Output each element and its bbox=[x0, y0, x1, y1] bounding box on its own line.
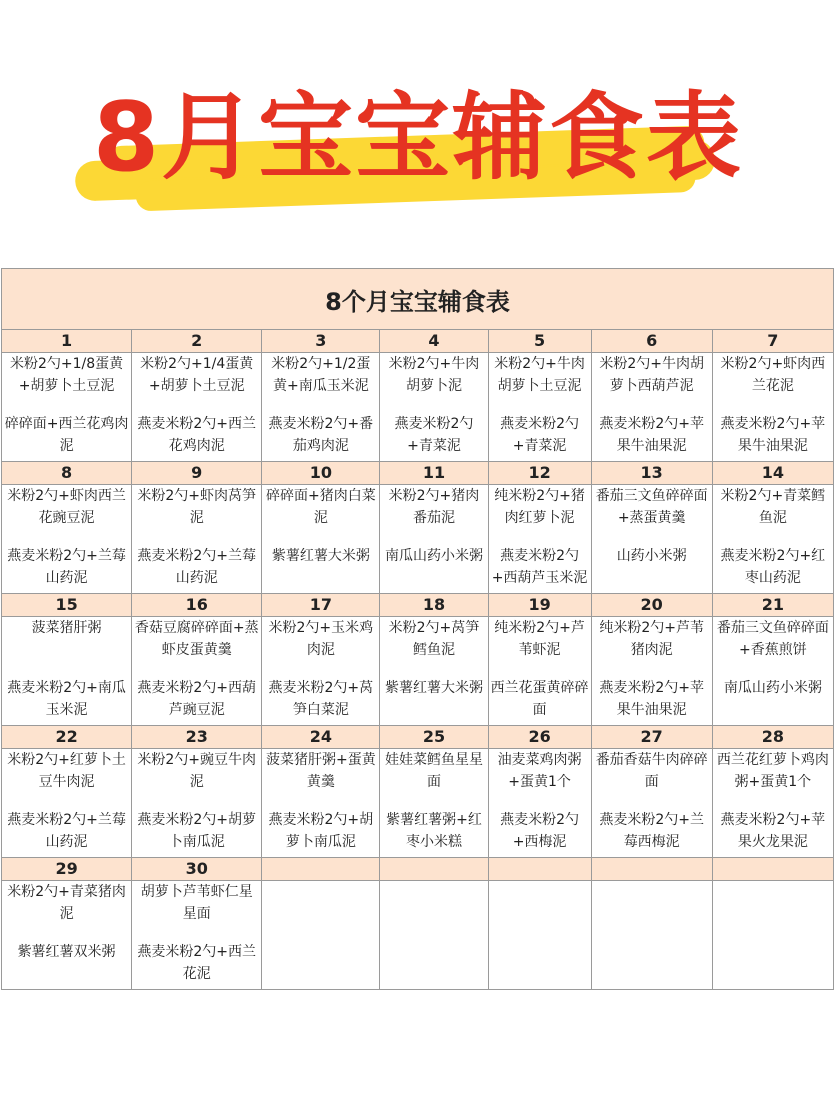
meal-first: 番茄三文鱼碎碎面+蒸蛋黄羹 bbox=[595, 488, 708, 526]
meal-first: 纯米粉2勺+猪肉红萝卜泥 bbox=[494, 488, 585, 526]
meal-first: 番茄香菇牛肉碎碎面 bbox=[595, 752, 708, 790]
day-cell bbox=[712, 353, 833, 462]
page-title: 8月宝宝辅食表 bbox=[92, 83, 744, 193]
day-number: 4 bbox=[380, 330, 488, 353]
meal-first: 娃娃菜鳕鱼星星面 bbox=[384, 752, 483, 790]
day-cell bbox=[132, 617, 262, 726]
day-number: 27 bbox=[591, 726, 712, 749]
day-cell bbox=[488, 617, 591, 726]
day-cell bbox=[712, 485, 833, 594]
day-number: 2 bbox=[132, 330, 262, 353]
meal-second: 紫薯红薯大米粥 bbox=[271, 548, 370, 564]
meal-first: 米粉2勺+牛肉胡萝卜土豆泥 bbox=[494, 356, 585, 394]
day-number-empty bbox=[591, 858, 712, 881]
day-cell bbox=[380, 353, 488, 462]
meal-second: 燕麦米粉2勺+苹果火龙果泥 bbox=[720, 812, 826, 850]
meal-first: 米粉2勺+1/4蛋黄+胡萝卜土豆泥 bbox=[140, 356, 254, 394]
day-cell bbox=[591, 485, 712, 594]
meal-second: 紫薯红薯双米粥 bbox=[17, 944, 116, 960]
day-cell bbox=[488, 353, 591, 462]
day-cell bbox=[2, 881, 132, 990]
calendar-title: 8个月宝宝辅食表 bbox=[2, 269, 834, 330]
meal-first: 米粉2勺+1/2蛋黄+南瓜玉米泥 bbox=[271, 356, 371, 394]
day-cell bbox=[132, 353, 262, 462]
day-cell bbox=[262, 353, 380, 462]
day-cell bbox=[712, 749, 833, 858]
meal-second: 燕麦米粉2勺+西兰花鸡肉泥 bbox=[137, 416, 257, 454]
meal-second: 燕麦米粉2勺+西梅泥 bbox=[500, 812, 580, 850]
meal-second: 燕麦米粉2勺+西葫芦豌豆泥 bbox=[137, 680, 257, 718]
day-number-empty bbox=[262, 858, 380, 881]
day-number: 1 bbox=[2, 330, 132, 353]
day-cell bbox=[132, 485, 262, 594]
meal-first: 菠菜猪肝粥 bbox=[31, 620, 102, 636]
meal-first: 米粉2勺+玉米鸡肉泥 bbox=[268, 620, 374, 658]
day-number: 6 bbox=[591, 330, 712, 353]
day-cell-empty bbox=[591, 881, 712, 990]
meal-first: 纯米粉2勺+芦苇虾泥 bbox=[494, 620, 585, 658]
meal-second: 南瓜山药小米粥 bbox=[384, 548, 483, 564]
day-number: 19 bbox=[488, 594, 591, 617]
day-cell bbox=[132, 749, 262, 858]
banner bbox=[0, 0, 836, 260]
day-cell bbox=[262, 749, 380, 858]
day-number: 13 bbox=[591, 462, 712, 485]
meal-second: 燕麦米粉2勺+南瓜玉米泥 bbox=[7, 680, 126, 718]
meal-first: 纯米粉2勺+芦苇猪肉泥 bbox=[599, 620, 704, 658]
day-cell bbox=[488, 749, 591, 858]
meal-second: 燕麦米粉2勺+兰莓山药泥 bbox=[7, 812, 126, 850]
day-number: 17 bbox=[262, 594, 380, 617]
day-cell bbox=[380, 749, 488, 858]
meal-first: 米粉2勺+青菜鳕鱼泥 bbox=[720, 488, 826, 526]
day-number: 12 bbox=[488, 462, 591, 485]
meal-first: 油麦菜鸡肉粥+蛋黄1个 bbox=[497, 752, 582, 790]
day-cell bbox=[591, 617, 712, 726]
day-cell bbox=[262, 617, 380, 726]
day-cell bbox=[712, 617, 833, 726]
meal-second: 紫薯红薯粥+红枣小米糕 bbox=[386, 812, 482, 850]
meal-second: 燕麦米粉2勺+西葫芦玉米泥 bbox=[491, 548, 588, 586]
meal-first: 米粉2勺+牛肉胡萝卜西葫芦泥 bbox=[599, 356, 704, 394]
day-number: 16 bbox=[132, 594, 262, 617]
day-number: 30 bbox=[132, 858, 262, 881]
day-cell bbox=[2, 353, 132, 462]
meal-second: 燕麦米粉2勺+兰莓山药泥 bbox=[7, 548, 126, 586]
meal-first: 米粉2勺+牛肉胡萝卜泥 bbox=[388, 356, 480, 394]
meal-second: 南瓜山药小米粥 bbox=[723, 680, 822, 696]
day-number: 24 bbox=[262, 726, 380, 749]
meal-first: 胡萝卜芦苇虾仁星星面 bbox=[140, 884, 253, 922]
meal-second: 燕麦米粉2勺+兰莓西梅泥 bbox=[599, 812, 704, 850]
day-cell-empty bbox=[488, 881, 591, 990]
day-cell bbox=[2, 617, 132, 726]
day-number: 10 bbox=[262, 462, 380, 485]
meal-second: 燕麦米粉2勺+番茄鸡肉泥 bbox=[268, 416, 374, 454]
day-cell bbox=[591, 749, 712, 858]
meal-first: 番茄三文鱼碎碎面+香蕉煎饼 bbox=[716, 620, 829, 658]
day-number: 15 bbox=[2, 594, 132, 617]
meal-second: 燕麦米粉2勺+胡萝卜南瓜泥 bbox=[137, 812, 257, 850]
meal-second: 燕麦米粉2勺+西兰花泥 bbox=[137, 944, 257, 982]
day-number: 23 bbox=[132, 726, 262, 749]
meal-second: 燕麦米粉2勺+青菜泥 bbox=[394, 416, 474, 454]
day-cell-empty bbox=[712, 881, 833, 990]
day-number: 21 bbox=[712, 594, 833, 617]
day-number: 11 bbox=[380, 462, 488, 485]
meal-first: 米粉2勺+1/8蛋黄+胡萝卜土豆泥 bbox=[9, 356, 124, 394]
day-number: 25 bbox=[380, 726, 488, 749]
day-number: 9 bbox=[132, 462, 262, 485]
day-number: 8 bbox=[2, 462, 132, 485]
meal-second: 燕麦米粉2勺+红枣山药泥 bbox=[720, 548, 826, 586]
day-number: 7 bbox=[712, 330, 833, 353]
meal-second: 紫薯红薯大米粥 bbox=[384, 680, 483, 696]
day-number: 22 bbox=[2, 726, 132, 749]
day-cell-empty bbox=[262, 881, 380, 990]
meal-second: 燕麦米粉2勺+青菜泥 bbox=[500, 416, 580, 454]
meal-first: 米粉2勺+虾肉莴笋泥 bbox=[137, 488, 257, 526]
meal-second: 燕麦米粉2勺+苹果牛油果泥 bbox=[720, 416, 826, 454]
meal-first: 米粉2勺+莴笋鳕鱼泥 bbox=[388, 620, 480, 658]
meal-second: 西兰花蛋黄碎碎面 bbox=[490, 680, 589, 718]
meal-first: 米粉2勺+虾肉西兰花泥 bbox=[720, 356, 826, 394]
meal-first: 米粉2勺+红萝卜土豆牛肉泥 bbox=[7, 752, 126, 790]
meal-second: 燕麦米粉2勺+胡萝卜南瓜泥 bbox=[268, 812, 374, 850]
meal-first: 香菇豆腐碎碎面+蒸虾皮蛋黄羹 bbox=[134, 620, 259, 658]
day-cell bbox=[488, 485, 591, 594]
day-cell bbox=[262, 485, 380, 594]
meal-second: 碎碎面+西兰花鸡肉泥 bbox=[4, 416, 129, 454]
day-number: 20 bbox=[591, 594, 712, 617]
meal-first: 米粉2勺+虾肉西兰花豌豆泥 bbox=[7, 488, 126, 526]
meal-second: 山药小米粥 bbox=[616, 548, 687, 564]
meal-first: 米粉2勺+青菜猪肉泥 bbox=[7, 884, 126, 922]
meal-first: 米粉2勺+豌豆牛肉泥 bbox=[137, 752, 257, 790]
day-number: 28 bbox=[712, 726, 833, 749]
day-cell bbox=[591, 353, 712, 462]
meal-first: 菠菜猪肝粥+蛋黄黄羹 bbox=[265, 752, 376, 790]
meal-calendar bbox=[1, 268, 834, 990]
meal-second: 燕麦米粉2勺+苹果牛油果泥 bbox=[599, 416, 704, 454]
day-number: 26 bbox=[488, 726, 591, 749]
day-number-empty bbox=[380, 858, 488, 881]
day-cell bbox=[2, 485, 132, 594]
day-cell bbox=[2, 749, 132, 858]
meal-first: 米粉2勺+猪肉番茄泥 bbox=[388, 488, 480, 526]
meal-second: 燕麦米粉2勺+苹果牛油果泥 bbox=[599, 680, 704, 718]
day-number: 18 bbox=[380, 594, 488, 617]
day-cell bbox=[380, 617, 488, 726]
day-cell-empty bbox=[380, 881, 488, 990]
day-number: 3 bbox=[262, 330, 380, 353]
meal-second: 燕麦米粉2勺+莴笋白菜泥 bbox=[268, 680, 374, 718]
day-number: 5 bbox=[488, 330, 591, 353]
day-number: 29 bbox=[2, 858, 132, 881]
meal-second: 燕麦米粉2勺+兰莓山药泥 bbox=[137, 548, 257, 586]
day-number-empty bbox=[712, 858, 833, 881]
meal-first: 碎碎面+猪肉白菜泥 bbox=[265, 488, 376, 526]
day-number-empty bbox=[488, 858, 591, 881]
meal-first: 西兰花红萝卜鸡肉粥+蛋黄1个 bbox=[716, 752, 829, 790]
day-cell bbox=[132, 881, 262, 990]
day-number: 14 bbox=[712, 462, 833, 485]
day-cell bbox=[380, 485, 488, 594]
